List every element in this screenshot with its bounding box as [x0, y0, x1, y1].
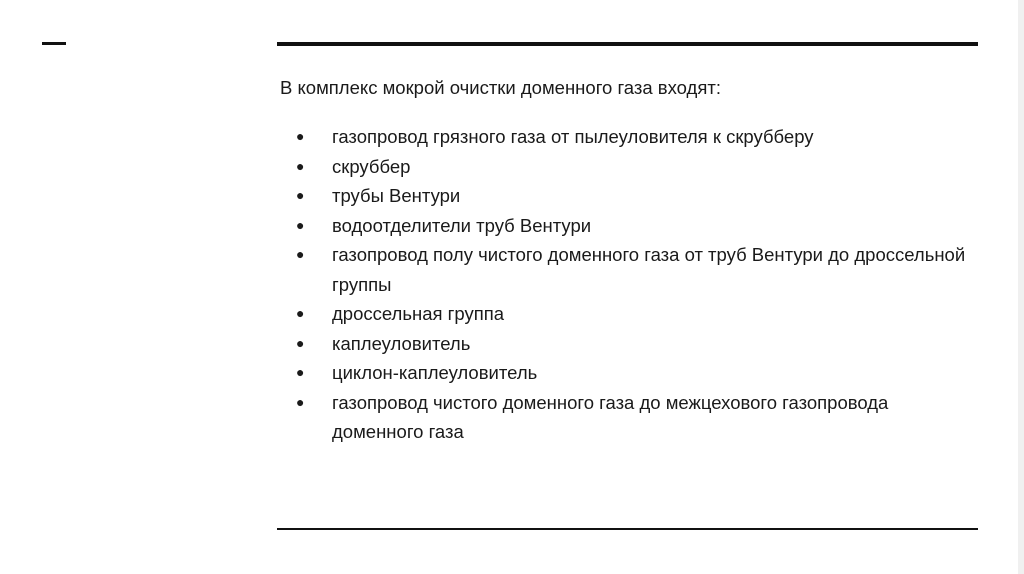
list-item-label: водоотделители труб Вентури	[332, 214, 592, 236]
corner-dash	[42, 42, 66, 45]
bullet-icon: ●	[296, 364, 305, 380]
list-item-label: каплеуловитель	[332, 332, 471, 354]
list-item-label: газопровод чистого доменного газа до межцехового газопровода доменного газа	[332, 391, 889, 442]
list-item	[280, 358, 970, 388]
list-item	[280, 152, 970, 182]
list-item	[280, 181, 970, 211]
list-item-label: скруббер	[332, 155, 411, 177]
slide-content	[280, 75, 970, 447]
list-item-label: газопровод грязного газа от пылеуловителя к скрубберу	[332, 126, 814, 147]
bullet-icon: ●	[296, 157, 305, 174]
list-item	[280, 388, 970, 447]
bullet-icon: ●	[296, 187, 305, 203]
list-item	[280, 299, 970, 329]
bullet-icon: ●	[296, 246, 305, 262]
bullet-icon: ●	[296, 334, 305, 351]
right-edge-strip	[1018, 0, 1024, 574]
list-item	[280, 122, 970, 152]
intro-text: В комплекс мокрой очистки доменного газа входят:	[280, 77, 721, 98]
list-item	[280, 329, 970, 359]
list-item	[280, 211, 970, 241]
list-item-label: газопровод полу чистого доменного газа от труб Вентури до дроссельной группы	[332, 244, 966, 295]
bullet-icon: ●	[296, 216, 305, 233]
bullet-icon: ●	[296, 305, 305, 321]
list-item	[280, 240, 970, 299]
list-item-label: циклон-каплеуловитель	[332, 362, 538, 383]
bottom-divider	[277, 528, 978, 530]
bullet-icon: ●	[296, 393, 305, 410]
bullet-list	[280, 122, 970, 447]
list-item-label: дроссельная группа	[332, 303, 505, 324]
bullet-icon: ●	[296, 128, 305, 144]
top-divider	[277, 42, 978, 46]
list-item-label: трубы Вентури	[332, 185, 461, 206]
